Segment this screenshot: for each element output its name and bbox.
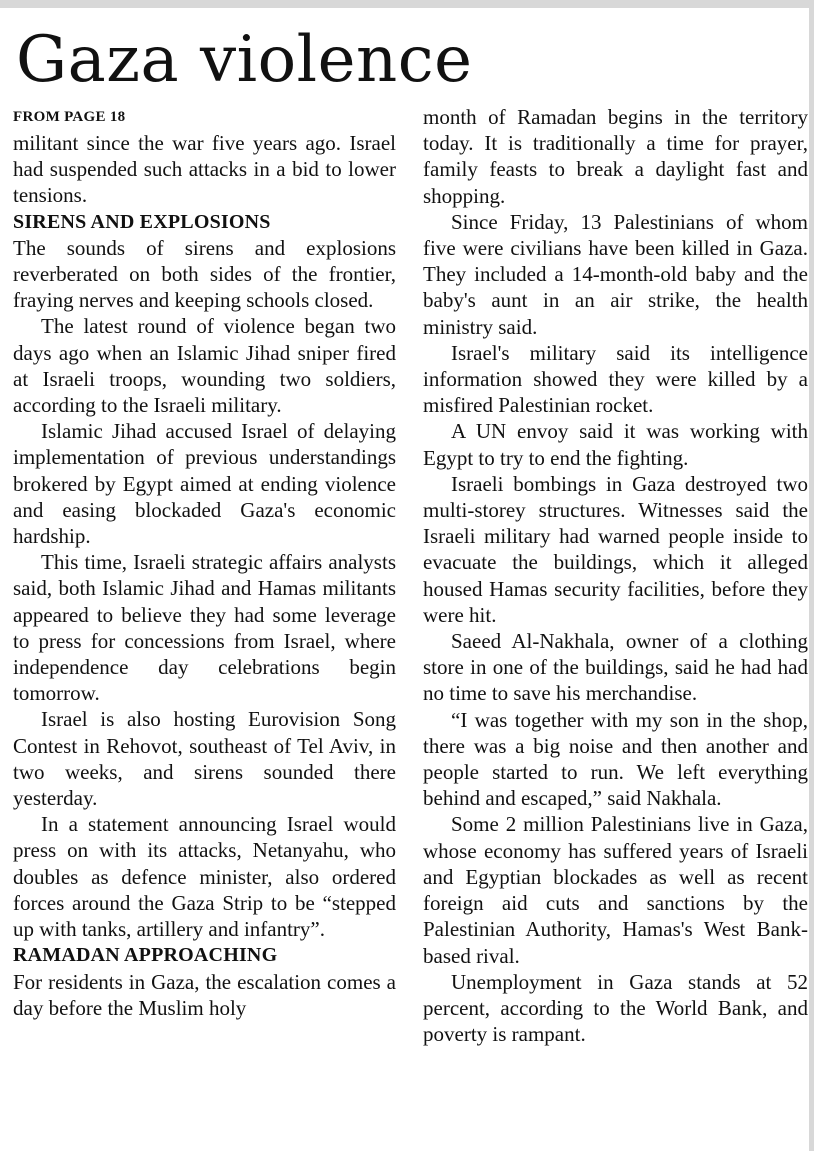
paragraph: Unemployment in Gaza stands at 52 percent, according to the World Bank, and poverty is rampant. [423, 969, 808, 1047]
right-scan-border [809, 0, 814, 1151]
paragraph: Since Friday, 13 Palestinians of whom five were civilians have been killed in Gaza. They included a 14-month-old baby and the baby's aunt in an air strike, the health ministry said. [423, 209, 808, 339]
paragraph: Saeed Al-Nakhala, owner of a clothing store in one of the buildings, said he had had no time to save his merchandise. [423, 629, 808, 706]
from-page-label: FROM PAGE 18 [13, 109, 126, 125]
subhead-sirens: SIRENS AND EXPLOSIONS [13, 210, 271, 233]
paragraph: For residents in Gaza, the escalation comes a day before the Muslim holy [13, 969, 396, 1020]
paragraph: Some 2 million Palestinians live in Gaza, whose economy has suffered years of Israeli and Egyptian blockades as well as recent foreign aid cuts and sanctions by the Palestinian Authority, Hamas's West Bank-based rival. [423, 812, 808, 968]
paragraph: In a statement announcing Israel would press on with its attacks, Netanyahu, who doubles as defence minister, also ordered forces around the Gaza Strip to be “stepped up with tanks, artillery and infantry”. [13, 812, 396, 942]
subhead-ramadan: RAMADAN APPROACHING [13, 944, 278, 967]
paragraph: The sounds of sirens and explosions reverberated on both sides of the frontier, fraying nerves and keeping schools closed. [13, 235, 396, 313]
paragraph: The latest round of violence began two days ago when an Islamic Jihad sniper fired at Israeli troops, wounding two soldiers, according to the Israeli military. [13, 314, 396, 418]
paragraph: Israel's military said its intelligence information showed they were killed by a misfired Palestinian rocket. [423, 340, 808, 418]
paragraph: This time, Israeli strategic affairs analysts said, both Islamic Jihad and Hamas militants appeared to believe they had some leverage to press for concessions from Israel, where independence day celebrations begin tomorrow. [13, 550, 396, 706]
article-column-right [423, 104, 808, 1047]
headline: Gaza violence [16, 23, 473, 97]
paragraph: Israeli bombings in Gaza destroyed two multi-storey structures. Witnesses said the Israeli military had warned people inside to evacuate the buildings, which it alleged housed Hamas security facilities, before they were hit. [423, 471, 808, 627]
top-scan-border [0, 0, 814, 8]
paragraph: militant since the war five years ago. Israel had suspended such attacks in a bid to lower tensions. [13, 131, 396, 208]
paragraph: Islamic Jihad accused Israel of delaying implementation of previous understandings brokered by Egypt aimed at ending violence and easing blockaded Gaza's economic hardship. [13, 419, 396, 549]
paragraph: Israel is also hosting Eurovision Song Contest in Rehovot, southeast of Tel Aviv, in two weeks, and sirens sounded there yesterday. [13, 707, 396, 811]
paragraph: “I was together with my son in the shop, there was a big noise and then another and people started to run. We left everything behind and escaped,” said Nakhala. [423, 707, 808, 811]
paragraph: A UN envoy said it was working with Egypt to try to end the fighting. [423, 419, 808, 470]
article-column-left [13, 104, 396, 1021]
paragraph: month of Ramadan begins in the territory today. It is traditionally a time for prayer, family feasts to break a daylight fast and shopping. [423, 105, 808, 208]
